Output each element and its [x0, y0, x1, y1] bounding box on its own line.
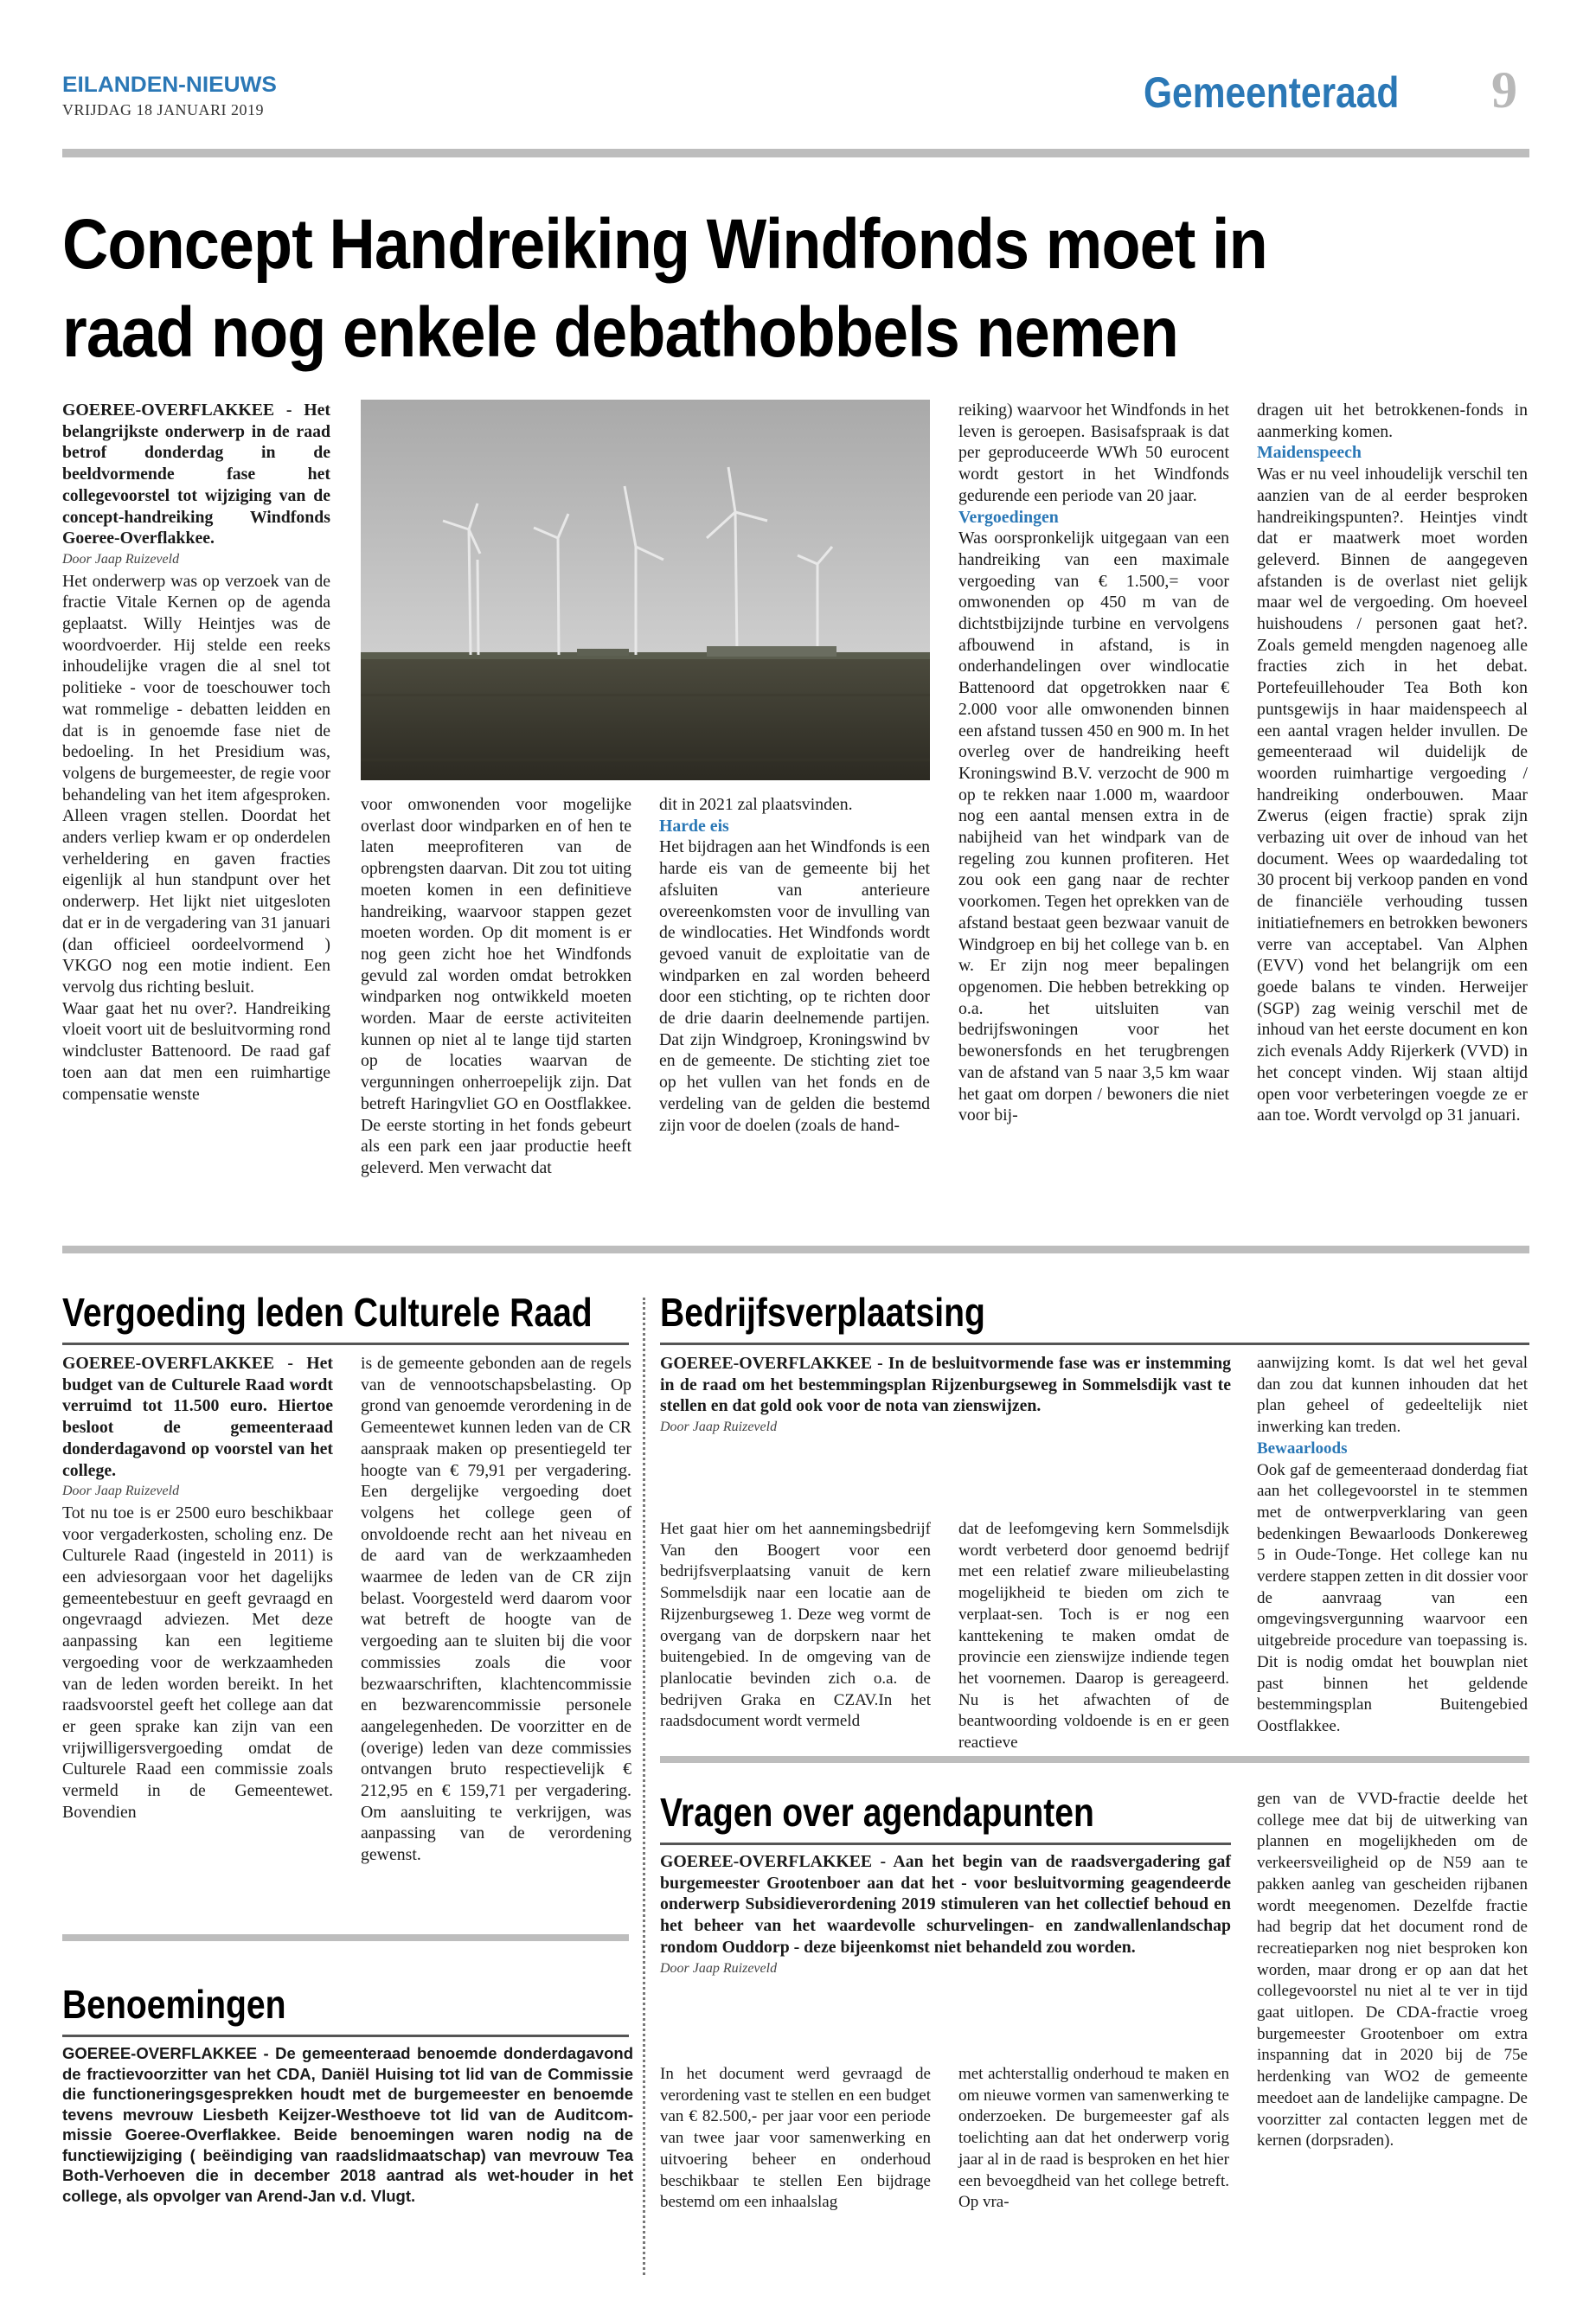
masthead-date: VRIJDAG 18 JANUARI 2019 — [62, 101, 265, 119]
article4-body-3: aanwijzing komt. Is dat wel het geval dan zou dat kunnen inhouden dat het plan geheel of gedeeltelijk niet inwerking kan treden. — [1257, 1354, 1528, 1437]
article4-col-1 — [660, 1519, 931, 1733]
article1-body-6: reiking) waarvoor het Windfonds in het leven is geroepen. Basisafspraak is dat per geproduceerde WWh 50 eurocent wordt gestort in het Windfonds gedurende een periode van 20 jaar. — [958, 401, 1229, 505]
article1-body-7: Was oorspronkelijk uitgegaan van een handreiking van een maximale vergoeding van € 1.500,= voor omwonenden op 450 m van de dichtstbijzijnde turbine en vervolgens afbouwend in afstand, is in onderhandelingen over windlocatie Battenoord dat opgetrokken naar € 2.000 voor alle omwonenden binnen een afstand tussen 450 en 900 m. In het overleg over de handreiking heeft Kroningswind B.V. verzocht de 900 m op te rekken naar 1.000 m, waardoor nog een aantal mensen extra in de nabijheid van het windpark van de regeling zou kunnen profiteren. Het zou ook een gang naar de rechter voorkomen. Tegen het oprekken van de afstand bestaat geen bezwaar vanuit de Windgroep en bij het college van b. en w. Er zijn nog meer bepalingen opgenomen. Die hebben betrekking op o.a. het uitsluiten van bedrijfswoningen voor het bewonersfonds en het terugbrengen van de afstand van 5 naar 3,5 km waar het gaat om dorpen / bewoners die niet voor bij- — [958, 529, 1229, 1125]
article2-rule — [62, 1343, 629, 1345]
article5-body: In het document werd gevraagd de verordening vast te stellen en een budget van € 82.500,- per jaar voor een periode van twee jaar voor samenwerking en uitvoering beheer en onderhoud beschikbaar te stellen Een bijdrage bestemd om een inhaalslag — [660, 2065, 931, 2212]
article4-body-4: Ook gaf de gemeenteraad donderdag fiat aan het collegevoorstel in te stemmen met de ontwerpverklaring van geen bedenkingen Bewaarloods Donkereweg 5 in Oude-Tonge. Het college kan nu verdere stappen zetten in dit dossier voor de aanvraag van een omgevingsvergunning waarvoor een uitgebreide procedure van toepassing is. Dit is nodig omdat het bouwplan niet past binnen het geldende bestemmingsplan Buitengebied Oostflakkee. — [1257, 1460, 1528, 1735]
article4-lead: GOEREE-OVERFLAKKEE - In de besluitvormende fase was er instemming in de raad om het bestemmingsplan Rijzenburgseweg in Sommelsdijk vast te stellen en dat gold ook voor de nota van zienswijzen. — [660, 1354, 1231, 1416]
article1-lead: GOEREE-OVERFLAKKEE - Het belangrijkste onderwerp in de raad betrof donderdag in de beeldvormende fase het collegevoorstel tot wijziging van de concept-handreiking Windfonds Goeree-Overflakkee. — [62, 401, 330, 548]
article4-body-2: dat de leefomgeving kern Sommelsdijk wordt verbeterd door genoemd bedrijf met een relatief zware milieubelasting mogelijkheid te bieden om zich te verplaat-sen. Toch is er nog een kanttekening te maken omdat de provincie een zienswijze indiende tegen het voornemen. Daarop is gereageerd. Nu is het afwachten of de beantwoording voldoende is en er geen reactieve — [958, 1520, 1229, 1753]
article2-lead: GOEREE-OVERFLAKKEE - Het budget van de Culturele Raad wordt verruimd tot 11.500 euro. Hiertoe besloot de gemeenteraad donderdagavond op voorstel van het college. — [62, 1354, 333, 1480]
windturbine-photo — [361, 400, 930, 780]
article1-byline: Door Jaap Ruizeveld — [62, 551, 180, 567]
article5-byline: Door Jaap Ruizeveld — [660, 1960, 778, 1976]
article5-lead: GOEREE-OVERFLAKKEE - Aan het begin van de raadsvergadering gaf burgemeester Grootenboer aan dat het - voor besluitvorming geagendeerde onderwerp Subsidieverordening 2019 stimuleren van het collectief behoud en het beheer van het waardevolle schurvelingen- en zandwallenlandschap rondom Ouddorp - deze bijeenkomst niet behandeld zou worden. — [660, 1852, 1231, 1957]
article3-col — [62, 2043, 633, 2206]
article4-subhead-bewaarloods: Bewaarloods — [1257, 1439, 1348, 1458]
article1-headline — [62, 201, 1401, 377]
article1-body-2: Waar gaat het nu over?. Handreiking vloeit voort uit de besluitvorming rond windcluster Battenoord. De raad gaf toen aan dat men een ruimhartige compensatie wenste — [62, 998, 330, 1104]
article5-body-2: met achterstallig onderhoud te maken en om nieuwe vormen van samenwerking te onderzoeken. De burgemeester gaf als toelichting aan dat het onderwerp vorig jaar al in de raad is besproken en het hier een bevoegdheid van het college betreft. Op vra- — [958, 2065, 1229, 2212]
article1-col-1 — [62, 400, 330, 1105]
page-number: 9 — [1491, 61, 1517, 119]
article1-body-4: dit in 2021 zal plaatsvinden. — [659, 795, 853, 814]
article2-body: Tot nu toe is er 2500 euro beschikbaar voor vergaderkosten, scholing enz. De Culturele Raad (ingesteld in 2011) is een adviesorgaan voor het dagelijks gemeentebestuur en geeft gevraagd en ongevraagd adviezen. Met deze aanpassing kan een legitieme vergoeding voor de werkzaamheden van de leden worden bereikt. In het raadsvoorstel geeft het college aan dat er geen sprake kan zijn van een vrijwilligersvergoeding omdat de Culturele Raad een commissie zoals vermeld in de Gemeentewet. Bovendien — [62, 1503, 333, 1822]
article1-body-5: Het bijdragen aan het Windfonds is een harde eis van de gemeente bij het afsluiten van anterieure overeenkomsten voor de invulling van de windlocaties. Het Windfonds wordt gevoed vanuit de exploitatie van de windparken en zal worden beheerd door een stichting, op te richten door de drie daarin deelnemende partijen. Dat zijn Windgroep, Kroningswind bv en de gemeente. De stichting ziet toe op het vullen van het fonds en de verdeling van de gelden die bestemd zijn voor de doelen (zoals de hand- — [659, 837, 930, 1135]
masthead-logo: EILANDEN-NIEUWS — [62, 73, 277, 97]
article1-col-5 — [1257, 400, 1528, 1126]
article3-rule — [62, 2035, 629, 2037]
article5-headline: Vragen over agendapunten — [660, 1790, 1094, 1835]
article5-body-3: gen van de VVD-fractie deelde het college mee dat bij de uitwerking van plannen en mogelijkheden om de verkeersveiligheid op de N59 aan te pakken aanleg van gescheiden rijbanen wordt meegenomen. Dezelfde fractie had begrip dat het document rond de recreatieparken nog niet besproken kon worden, maar drong er op aan dat het collegevoorstel nu niet al te ver in tijd gaat uitlopen. De CDA-fractie vroeg burgemeester Grootenboer om extra inspanning dat in 2020 bij de 75e herdenking van WO2 de gemeente meedoet aan de landelijke campagne. De voorzitter zal contacten leggen met de kernen (dorpsraden). — [1257, 1790, 1528, 2150]
headline-line-2: raad nog enkele debathobbels nemen — [62, 293, 1178, 372]
article1-body-8: dragen uit het betrokkenen-fonds in aanmerking komen. — [1257, 401, 1528, 441]
article2-bottom-divider — [62, 1934, 629, 1941]
section-title: Gemeenteraad — [1144, 68, 1400, 117]
mid-divider — [62, 1246, 1529, 1253]
article4-byline: Door Jaap Ruizeveld — [660, 1420, 778, 1435]
article1-col-4 — [958, 400, 1229, 1126]
article2-col-2 — [361, 1353, 631, 1866]
article5-lead-block — [660, 1851, 1231, 1979]
article2-byline: Door Jaap Ruizeveld — [62, 1484, 180, 1499]
article5-col-1 — [660, 2064, 931, 2214]
article2-body-2: is de gemeente gebonden aan de regels van de vennootschapsbelasting. Op grond van genoemde verordening in de Gemeentewet kunnen leden van de CR aanspraak maken op presentiegeld ter hoogte van € 79,91 per vergadering. Een dergelijke vergoeding doet volgens het college geen of onvoldoende recht aan het niveau en de aard van de werkzaamheden waarmee de leden van de CR zijn belast. Voorgesteld werd daarom voor wat betreft de hoogte van de vergoeding aan te sluiten bij die voor commissies zoals die voor bezwaarschriften, klachtencommissie en bezwarencommissie personele aangelegenheden. De voorzitter en de (overige) leden van deze commissies ontvangen bruto respectievelijk € 212,95 en € 159,71 per vergadering. Om aansluiting te verkrijgen, was aanpassing van de verordening gewenst. — [361, 1354, 631, 1865]
article4-rule — [660, 1343, 1529, 1345]
headline-line-1: Concept Handreiking Windfonds moet in — [62, 205, 1267, 284]
article4-body: Het gaat hier om het aannemingsbedrijf Van den Boogert voor een bedrijfsverplaatsing vanuit de kern Sommelsdijk naar een locatie aan de Rijzenburgseweg 1. Deze weg vormt de overgang van de dorpskern naar het buitengebied. In de omgeving van de planlocatie bevinden zich o.a. de bedrijven Graka en CZAV.In het raadsdocument wordt vermeld — [660, 1520, 931, 1731]
article3-body: GOEREE-OVERFLAKKEE - De gemeenteraad benoemde donderdagavond de fractievoorzitter van het CDA, Daniël Huising tot lid van de Commissie die functioneringsgesprekken houdt met de burgemeester en benoemde tevens mevrouw Liesbeth Keijzer-Westhoeve tot lid van de Auditcom-missie Goeree-Overflakkee. Beide benoemingen waren nodig na de functiewijziging ( beëindiging van raadslidmaatschap) van mevrouw Tea Both-Verhoeven die in december 2018 aantrad als wet-houder in het college, als opvolger van Arend-Jan v.d. Vlugt. — [62, 2044, 633, 2205]
article4-headline: Bedrijfsverplaatsing — [660, 1290, 985, 1335]
article4-lead-block — [660, 1353, 1231, 1439]
top-divider — [62, 149, 1529, 157]
article5-col-2 — [958, 2064, 1229, 2214]
article1-col-2 — [361, 794, 631, 1179]
article5-rule — [660, 1843, 1231, 1845]
article4-bottom-divider — [660, 1756, 1529, 1763]
article3-headline: Benoemingen — [62, 1982, 286, 2027]
column-separator — [643, 1298, 645, 2275]
article1-subhead-harde-eis: Harde eis — [659, 816, 729, 836]
article4-col-2 — [958, 1519, 1229, 1754]
article1-body: Het onderwerp was op verzoek van de fractie Vitale Kernen op de agenda geplaatst. Willy Heintjes was de woordvoerder. Hij stelde een reeks inhoudelijke vragen die al snel tot politieke - voor de toeschouwer toch wat rommelige - debatten leidden en dat is in genoemde fase niet de bedoeling. In het Presidium was, volgens de burgemeester, de regie voor behandeling van het item afgesproken. Alleen vragen stellen. Doordat het anders verliep kwam er op onderdelen verheldering en gaven fracties eigenlijk al hun standpunt over het onderwerp. Het lijkt niet uitgesloten dat er in de vergadering van 31 januari (dan officieel oordeelvormend ) VKGO nog een motie indient. Een vervolg dus richting besluit. — [62, 571, 330, 997]
article2-col-1 — [62, 1353, 333, 1823]
article5-col-3 — [1257, 1789, 1528, 2152]
article1-body-3: voor omwonenden voor mogelijke overlast door windparken en of hen te laten meeprofiteren van de opbrengsten daarvan. Dit zou tot uiting moeten komen in een definitieve handreiking, waarvoor stappen gezet moeten worden. Op dit moment is er nog geen zicht hoe het Windfonds gevuld zal worden omdat betrokken windparken nog ontwikkeld moeten worden. Maar de eerste activiteiten kunnen op niet al te lange tijd starten op de locaties waarvan de vergunningen onherroepelijk zijn. Dat betreft Haringvliet GO en Oostflakkee. De eerste storting in het fonds gebeurt als een park een jaar productie heeft geleverd. Men verwacht dat — [361, 795, 631, 1177]
article1-subhead-vergoedingen: Vergoedingen — [958, 507, 1059, 527]
article1-col-3 — [659, 794, 930, 1136]
article1-body-9: Was er nu veel inhoudelijk verschil ten aanzien van de al eerder besproken handreikingspunten?. Heintjes vindt dat er maatwerk moet worden geleverd. Binnen de aangegeven afstanden is de overlast niet gelijk maar wel de vergoeding. Om hoeveel huishoudens / personen gaat het?. Zoals gemeld mengden nagenoeg alle fracties zich in het debat. Portefeuillehouder Tea Both kon puntsgewijs in haar maidenspeech al een aantal vragen helder invullen. De gemeenteraad wil duidelijk de woorden ruimhartige vergoeding / handreiking onderbouwen. Maar Zwerus (eigen fractie) sprak zijn verbazing uit over de inhoud van het document. Wees op waardedaling tot 30 procent bij verkoop panden en vond de financiële verhouding tussen initiatiefnemers en betrokken bewoners verre van acceptabel. Van Alphen (EVV) vond het belangrijk om een goede balans te vinden. Herweijer (SGP) zag weinig verschil met de inhoud van het eerste document en kon zich evenals Addy Rijerkerk (VVD) in het concept vinden. Wij staan altijd open voor verbeteringen voegde ze er aan toe. Wordt vervolgd op 31 januari. — [1257, 465, 1528, 1125]
article1-subhead-maidenspeech: Maidenspeech — [1257, 443, 1362, 463]
article4-col-3 — [1257, 1353, 1528, 1738]
article2-headline: Vergoeding leden Culturele Raad — [62, 1290, 593, 1335]
